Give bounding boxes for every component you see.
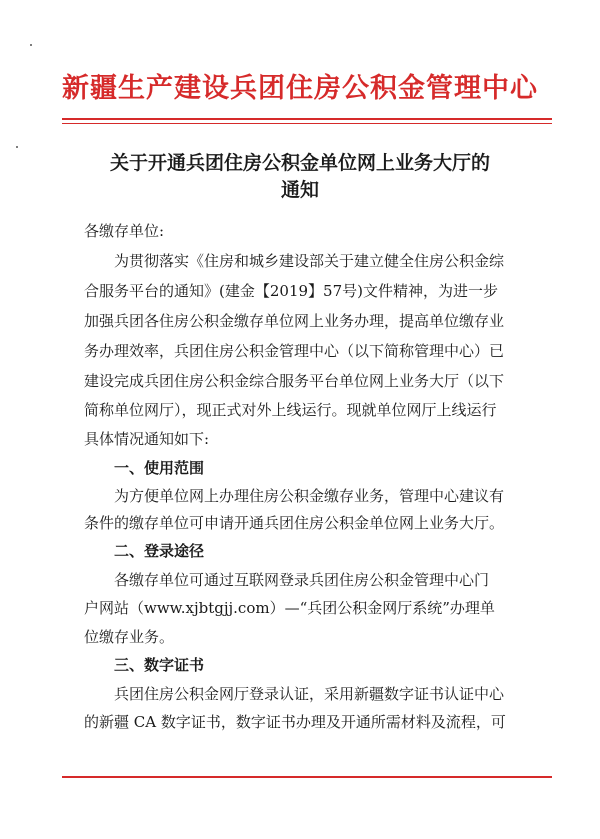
header-red-rule-top (62, 118, 552, 120)
document-title-line-1: 关于开通兵团住房公积金单位网上业务大厅的 (109, 152, 490, 174)
section-heading: 一、使用范围 (114, 459, 205, 477)
section-heading: 二、登录途径 (114, 542, 205, 560)
paragraph-line: 具体情况通知如下: (84, 430, 210, 448)
footer-red-rule (62, 776, 552, 778)
paragraph-line: 简称单位网厅），现正式对外上线运行。现就单位网厅上线运行 (84, 401, 497, 419)
section-heading: 三、数字证书 (114, 656, 205, 674)
paragraph-line: 合服务平台的通知》(建金【2019】57号)文件精神，为进一步 (84, 282, 498, 300)
paragraph-line: 位缴存业务。 (84, 628, 175, 646)
paragraph-line: 的新疆 CA 数字证书，数字证书办理及开通所需材料及流程，可 (84, 713, 506, 731)
document-title-line-2: 通知 (280, 179, 319, 201)
paragraph-line: 加强兵团各住房公积金缴存单位网上业务办理，提高单位缴存业 (84, 312, 505, 330)
organization-header: 新疆生产建设兵团住房公积金管理中心 (62, 73, 538, 104)
paragraph-line: 务办理效率，兵团住房公积金管理中心（以下简称管理中心）已 (84, 342, 505, 360)
paragraph-line: 户网站（www.xjbtgjj.com）—“兵团公积金网厅系统”办理单 (84, 599, 495, 617)
salutation: 各缴存单位: (84, 222, 165, 240)
paragraph-line: 为贯彻落实《住房和城乡建设部关于建立健全住房公积金综 (114, 252, 505, 270)
paragraph-line: 条件的缴存单位可申请开通兵团住房公积金单位网上业务大厅。 (84, 514, 505, 532)
paragraph-line: 兵团住房公积金网厅登录认证，采用新疆数字证书认证中心 (114, 685, 505, 703)
paragraph-line: 各缴存单位可通过互联网登录兵团住房公积金管理中心门 (114, 571, 490, 589)
paragraph-line: 为方便单位网上办理住房公积金缴存业务，管理中心建议有 (114, 487, 505, 505)
header-red-rule-bottom (62, 123, 552, 124)
scan-speck (30, 44, 32, 46)
paragraph-line: 建设完成兵团住房公积金综合服务平台单位网上业务大厅（以下 (84, 372, 505, 390)
